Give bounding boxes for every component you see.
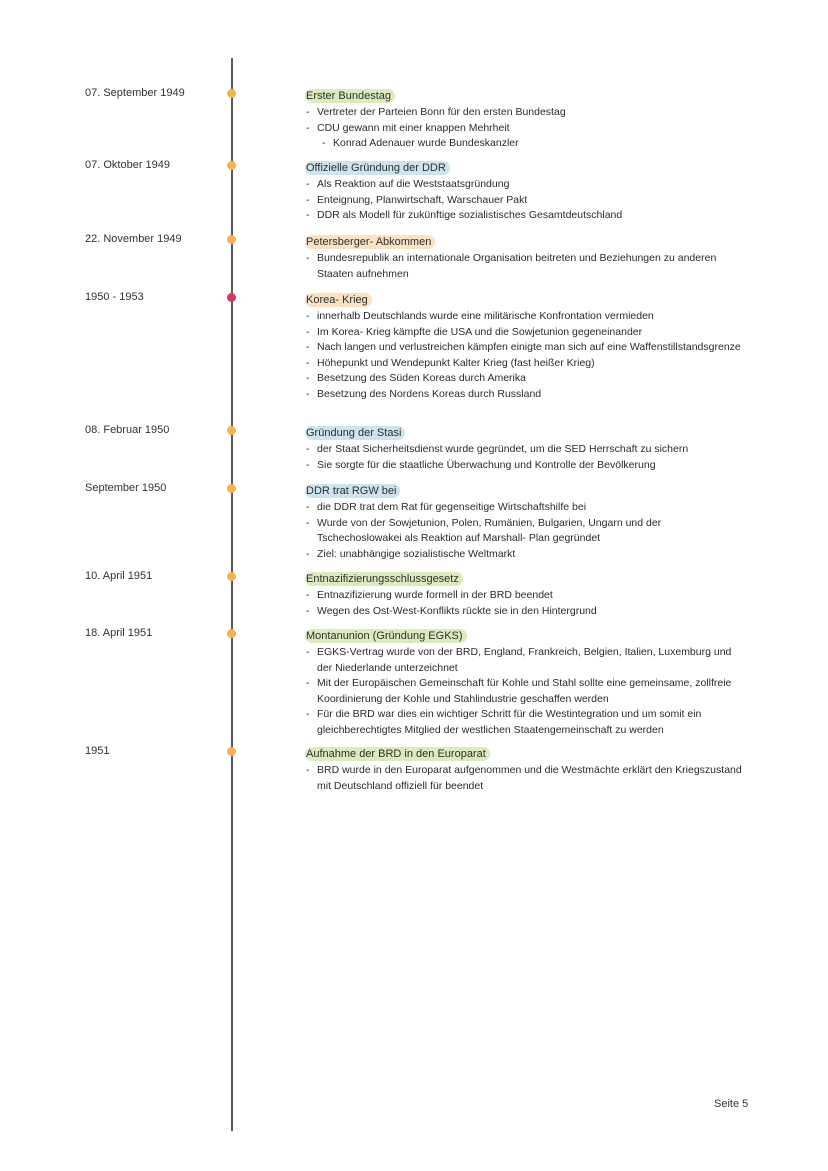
timeline-dot	[227, 89, 236, 98]
entry-title: Gründung der Stasi	[305, 426, 405, 440]
bullet-list	[305, 645, 745, 738]
entry-date: 22. November 1949	[85, 233, 182, 245]
bullet-item: - innerhalb Deutschlands wurde eine militärische Konfrontation vermieden	[305, 309, 745, 325]
bullet-item: - Als Reaktion auf die Weststaatsgründung	[305, 177, 745, 193]
entry-content	[305, 423, 745, 473]
entry-date: 1950 - 1953	[85, 291, 144, 303]
entry-title: DDR trat RGW bei	[305, 484, 400, 498]
bullet-list	[305, 251, 745, 282]
bullet-list	[305, 105, 745, 152]
bullet-list	[305, 177, 745, 224]
entry-content	[305, 481, 745, 562]
entry-content	[305, 158, 745, 224]
bullet-item: - Besetzung des Süden Koreas durch Amerika	[305, 371, 745, 387]
timeline-dot	[227, 293, 236, 302]
entry-title: Entnazifizierungsschlussgesetz	[305, 572, 463, 586]
bullet-item: - Wurde von der Sowjetunion, Polen, Rumänien, Bulgarien, Ungarn und der Tschechoslowakei als Reaktion auf Marshall- Plan gegründet	[305, 516, 745, 547]
entry-content	[305, 626, 745, 738]
entry-content	[305, 569, 745, 619]
entry-content	[305, 232, 745, 282]
bullet-item: - Ziel: unabhängige sozialistische Weltmarkt	[305, 547, 745, 563]
bullet-list	[305, 763, 745, 794]
entry-title: Montanunion (Gründung EGKS)	[305, 629, 467, 643]
entry-date: September 1950	[85, 482, 167, 494]
bullet-item: - EGKS-Vertrag wurde von der BRD, England, Frankreich, Belgien, Italien, Luxemburg und der Niederlande unterzeichnet	[305, 645, 745, 676]
bullet-item: - Vertreter der Parteien Bonn für den ersten Bundestag	[305, 105, 745, 121]
entry-content	[305, 290, 745, 402]
bullet-item: - Für die BRD war dies ein wichtiger Schritt für die Westintegration und um somit ein gleichberechtigtes Mitglied der westlichen Staatengemeinschaft zu werden	[305, 707, 745, 738]
entry-title: Korea- Krieg	[305, 293, 372, 307]
bullet-list	[305, 442, 745, 473]
bullet-item: - Wegen des Ost-West-Konflikts rückte sie in den Hintergrund	[305, 604, 745, 620]
sub-bullet-item: - Konrad Adenauer wurde Bundeskanzler	[305, 136, 745, 152]
bullet-item: - die DDR trat dem Rat für gegenseitige Wirtschaftshilfe bei	[305, 500, 745, 516]
bullet-item: - Entnazifizierung wurde formell in der BRD beendet	[305, 588, 745, 604]
bullet-item: - Bundesrepublik an internationale Organisation beitreten und Beziehungen zu anderen Staaten aufnehmen	[305, 251, 745, 282]
bullet-item: - Mit der Europäischen Gemeinschaft für Kohle und Stahl sollte eine gemeinsame, zollfreie Koordinierung der Kohle und Stahlindustrie geschaffen werden	[305, 676, 745, 707]
bullet-item: - Im Korea- Krieg kämpfte die USA und die Sowjetunion gegeneinander	[305, 325, 745, 341]
bullet-list	[305, 588, 745, 619]
bullet-item: - Nach langen und verlustreichen kämpfen einigte man sich auf eine Waffenstillstandsgrenze	[305, 340, 745, 356]
timeline-dot	[227, 747, 236, 756]
entry-date: 07. Oktober 1949	[85, 159, 171, 171]
entry-date: 18. April 1951	[85, 627, 153, 639]
bullet-item: - Enteignung, Planwirtschaft, Warschauer Pakt	[305, 193, 745, 209]
entry-title: Aufnahme der BRD in den Europarat	[305, 747, 490, 761]
bullet-item: - Sie sorgte für die staatliche Überwachung und Kontrolle der Bevölkerung	[305, 458, 745, 474]
entry-date: 07. September 1949	[85, 87, 185, 99]
timeline-dot	[227, 426, 236, 435]
bullet-item: - Höhepunkt und Wendepunkt Kalter Krieg (fast heißer Krieg)	[305, 356, 745, 372]
entry-date: 1951	[85, 745, 110, 757]
timeline-dot	[227, 629, 236, 638]
bullet-item: - CDU gewann mit einer knappen Mehrheit	[305, 121, 745, 137]
bullet-item: - der Staat Sicherheitsdienst wurde gegründet, um die SED Herrschaft zu sichern	[305, 442, 745, 458]
entry-content	[305, 744, 745, 794]
bullet-item: - DDR als Modell für zukünftige sozialistisches Gesamtdeutschland	[305, 208, 745, 224]
bullet-item: - Besetzung des Nordens Koreas durch Russland	[305, 387, 745, 403]
timeline-dot	[227, 484, 236, 493]
timeline-dot	[227, 161, 236, 170]
entry-title: Offizielle Gründung der DDR	[305, 161, 450, 175]
timeline-dot	[227, 235, 236, 244]
bullet-list	[305, 500, 745, 562]
timeline-dot	[227, 572, 236, 581]
bullet-list	[305, 309, 745, 402]
entry-content	[305, 86, 745, 152]
page-number: Seite 5	[714, 1098, 749, 1110]
entry-date: 08. Februar 1950	[85, 424, 170, 436]
entry-title: Petersberger- Abkommen	[305, 235, 435, 249]
entry-title: Erster Bundestag	[305, 89, 395, 103]
entry-date: 10. April 1951	[85, 570, 153, 582]
timeline-line	[231, 58, 233, 1131]
bullet-item: - BRD wurde in den Europarat aufgenommen und die Westmächte erklärt den Kriegszustand mit Deutschland offiziell für beendet	[305, 763, 745, 794]
